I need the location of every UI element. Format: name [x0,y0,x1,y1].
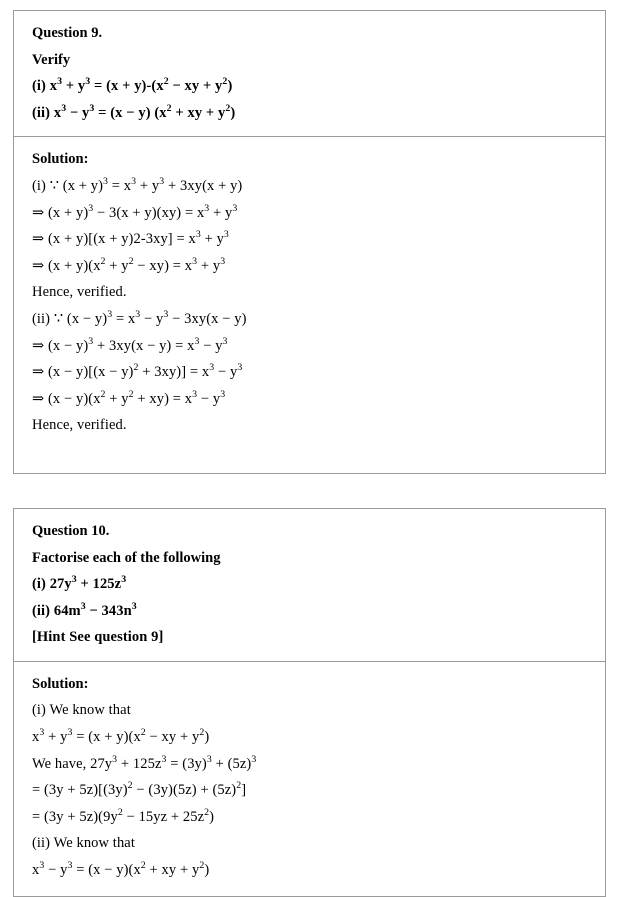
solution-line: $x^3 - y^3 = (x - y)(x^2$ + xy + $y^2$) [32,860,210,879]
question-10-part-ii: (ii) $64m^3 - 343n^3$ [32,600,137,619]
question-9-solution-label: Solution: [32,151,89,168]
question-10-instruction: Factorise each of the following [32,549,221,566]
question-card-10 [13,508,606,897]
question-9-part-i: (i) $x^3 + y^3 = (x + y)-(x^2$ − xy + $y^2$) [32,76,233,95]
solution-line: ⇒ $(x - y)(x^2 + y^2 + xy) = x^3 - y^3$ [32,388,226,407]
solution-line: = $(3y + 5z)[(3y)^2 - (3y)(5z) + (5z)^2]$ [32,780,247,799]
question-10-prompt [14,509,605,661]
question-10-hint: [Hint See question 9] [32,629,164,646]
solution-line: Hence, verified. [32,284,127,301]
solution-line: (i) We know that [32,702,131,719]
card-bottom-space [32,439,605,461]
question-9-solution [14,136,605,473]
solution-line: ⇒ $(x - y)^3 + 3xy(x - y) = x^3 - y^3$ [32,335,228,354]
solution-line: ⇒ $(x + y)^3 - 3(x + y)(xy) = x^3 + y^3$ [32,202,238,221]
solution-line: ⇒ $(x + y)[(x + y)2-3xy] = x^3 + y^3$ [32,229,229,248]
question-9-part-ii: (ii) $x^3 - y^3 = (x - y) (x^2$ + xy + $y^2$) [32,102,236,121]
question-9-number: Question 9. [32,25,103,41]
question-9-prompt [14,11,605,136]
solution-line: ⇒ $(x + y)(x^2 + y^2 - xy) = x^3 + y^3$ [32,255,226,274]
solution-line: $x^3 + y^3 = (x + y)(x^2$ − xy + $y^2$) [32,727,210,746]
question-card-9 [13,10,606,474]
question-10-number: Question 10. [32,522,110,539]
solution-line: (ii) We know that [32,835,135,852]
solution-line: (i) ∵ $(x + y)^3 = x^3 + y^3 + 3xy(x + y)$ [32,176,243,194]
question-9-instruction: Verify [32,51,71,68]
solution-line: Hence, verified. [32,417,127,434]
solution-line: (ii) ∵ $(x - y)^3 = x^3 - y^3 - 3xy(x - y)$ [32,309,247,327]
question-10-part-i: (i) $27y^3 + 125z^3$ [32,574,127,593]
solution-line: = $(3y + 5z)(9y^2 - 15yz + 25z^2)$ [32,807,215,825]
solution-line: ⇒ $(x - y)[(x - y)^2 + 3xy)] = x^3 - y^3$ [32,362,243,381]
question-10-solution [14,661,605,896]
document-page [13,10,606,897]
question-10-solution-label: Solution: [32,675,89,692]
solution-line: We have, $27y^3 + 125z^3 = (3y)^3 + (5z)^3$ [32,753,257,772]
